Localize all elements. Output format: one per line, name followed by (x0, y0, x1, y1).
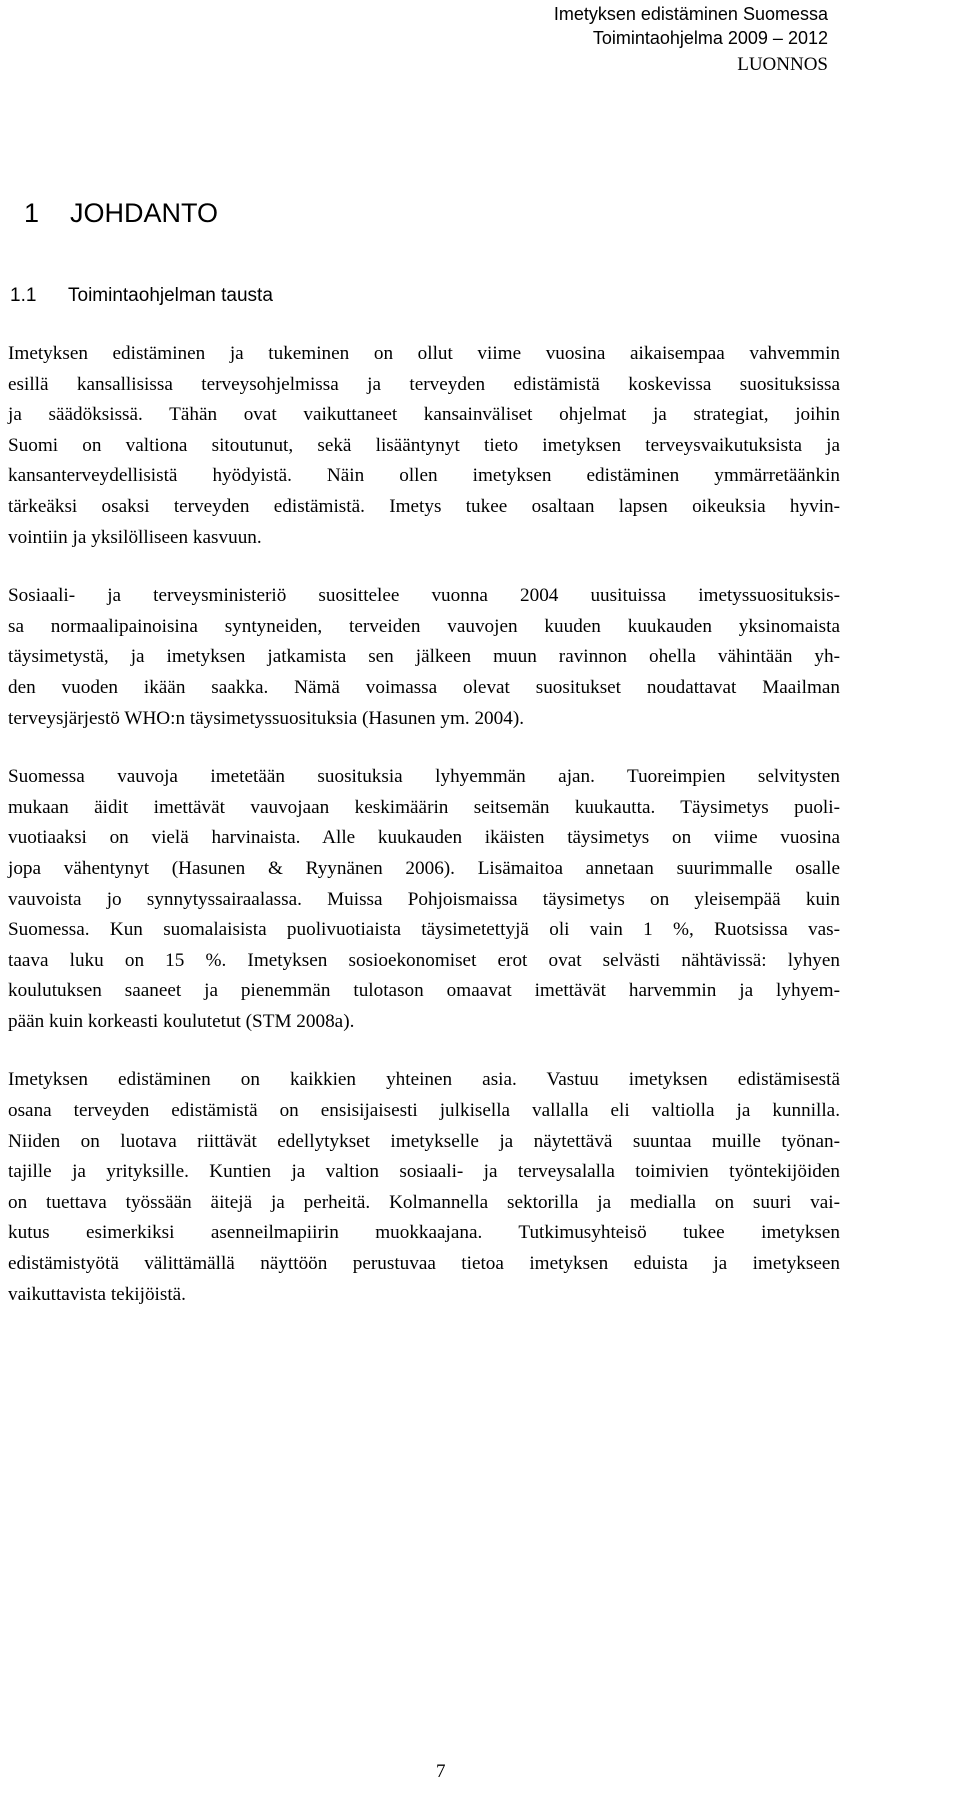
paragraph-line: edistämistyötä välittämällä näyttöön perustuvaa tietoa imetyksen eduista ja imetykseen (8, 1253, 840, 1275)
header-program-period: Toimintaohjelma 2009 – 2012 (592, 28, 828, 48)
section-title: Toimintaohjelman tausta (68, 285, 273, 306)
header-draft-label: LUONNOS (737, 54, 828, 75)
paragraph-line: on tuettava työssään äitejä ja perheitä. Kolmannella sektorilla ja medialla on suuri vai- (8, 1191, 840, 1213)
paragraph-line: osana terveyden edistämistä on ensisijaisesti julkisella vallalla eli valtiolla ja kunnilla. (8, 1100, 840, 1122)
chapter-title: JOHDANTO (70, 198, 219, 228)
paragraph-line: Niiden on luotava riittävät edellytykset imetykselle ja näytettävä suuntaa muille työnan- (8, 1130, 840, 1152)
paragraph-line: tajille ja yrityksille. Kuntien ja valtion sosiaali- ja terveysalalla toimivien työntekijöiden (8, 1161, 840, 1183)
paragraph-line: Suomessa. Kun suomalaisista puolivuotiaista täysimetettyjä oli vain 1 %, Ruotsissa vas- (8, 919, 840, 941)
running-header (554, 2, 828, 78)
paragraph-line: ja säädöksissä. Tähän ovat vaikuttaneet kansainväliset ohjelmat ja strategiat, joihin (8, 404, 840, 426)
paragraph-line: Imetyksen edistäminen ja tukeminen on ollut viime vuosina aikaisempaa vahvemmin (8, 343, 840, 364)
paragraph-line: täysimetystä, ja imetyksen jatkamista sen jälkeen muun ravinnon ohella vähintään yh- (8, 646, 840, 668)
paragraph-line: den vuoden ikään saakka. Nämä voimassa olevat suositukset noudattavat Maailman (8, 676, 840, 698)
paragraph-line: kutus esimerkiksi asenneilmapiirin muokkaajana. Tutkimusyhteisö tukee imetyksen (8, 1222, 840, 1244)
paragraph (8, 762, 840, 1037)
chapter-heading (24, 196, 218, 230)
paragraph-line: tärkeäksi osaksi terveyden edistämistä. Imetys tukee osaltaan lapsen oikeuksia hyvin- (8, 495, 840, 517)
paragraph-line: vuotiaaksi on vielä harvinaista. Alle kuukauden ikäisten täysimetys on viime vuosina (8, 827, 840, 849)
paragraph-line: Suomessa vauvoja imetetään suosituksia lyhyemmän ajan. Tuoreimpien selvitysten (8, 766, 840, 788)
paragraph-line: esillä kansallisissa terveysohjelmissa ja terveyden edistämistä koskevissa suosituksissa (8, 373, 840, 395)
paragraph-line: mukaan äidit imettävät vauvojaan keskimäärin seitsemän kuukautta. Täysimetys puoli- (8, 796, 840, 818)
page-number: 7 (436, 1761, 446, 1782)
paragraph-line: Sosiaali- ja terveysministeriö suosittelee vuonna 2004 uusituissa imetyssuosituksis- (8, 585, 840, 607)
section-heading (10, 283, 273, 309)
paragraph-line: vaikuttavista tekijöistä. (8, 1283, 186, 1305)
body-text (8, 339, 840, 1338)
header-document-title: Imetyksen edistäminen Suomessa (553, 4, 828, 24)
paragraph-line: koulutuksen saaneet ja pienemmän tulotason omaavat imettävät harvemmin ja lyhyem- (8, 980, 840, 1002)
paragraph-line: taava luku on 15 %. Imetyksen sosioekonomiset erot ovat selvästi nähtävissä: lyhyen (8, 949, 840, 971)
paragraph-line: vauvoista jo synnytyssairaalassa. Muissa Pohjoismaissa täysimetys on yleisempää kuin (8, 888, 840, 910)
paragraph-line: Imetyksen edistäminen on kaikkien yhteinen asia. Vastuu imetyksen edistämisestä (8, 1069, 840, 1091)
section-number: 1.1 (10, 285, 37, 306)
paragraph-line: vointiin ja yksilölliseen kasvuun. (8, 526, 262, 548)
chapter-number: 1 (24, 198, 40, 228)
paragraph (8, 1065, 840, 1310)
paragraph (8, 581, 840, 734)
paragraph-line: jopa vähentynyt (Hasunen & Ryynänen 2006). Lisämaitoa annetaan suurimmalle osalle (8, 857, 840, 879)
paragraph-line: sa normaalipainoisina syntyneiden, terveiden vauvojen kuuden kuukauden yksinomaista (8, 615, 840, 637)
paragraph-line: kansanterveydellisistä hyödyistä. Näin ollen imetyksen edistäminen ymmärretäänkin (8, 465, 840, 487)
paragraph (8, 339, 840, 553)
paragraph-line: Suomi on valtiona sitoutunut, sekä lisääntynyt tieto imetyksen terveysvaikutuksista ja (8, 434, 840, 456)
paragraph-line: terveysjärjestö WHO:n täysimetyssuosituksia (Hasunen ym. 2004). (8, 707, 525, 729)
paragraph-line: pään kuin korkeasti koulutetut (STM 2008a). (8, 1010, 355, 1032)
